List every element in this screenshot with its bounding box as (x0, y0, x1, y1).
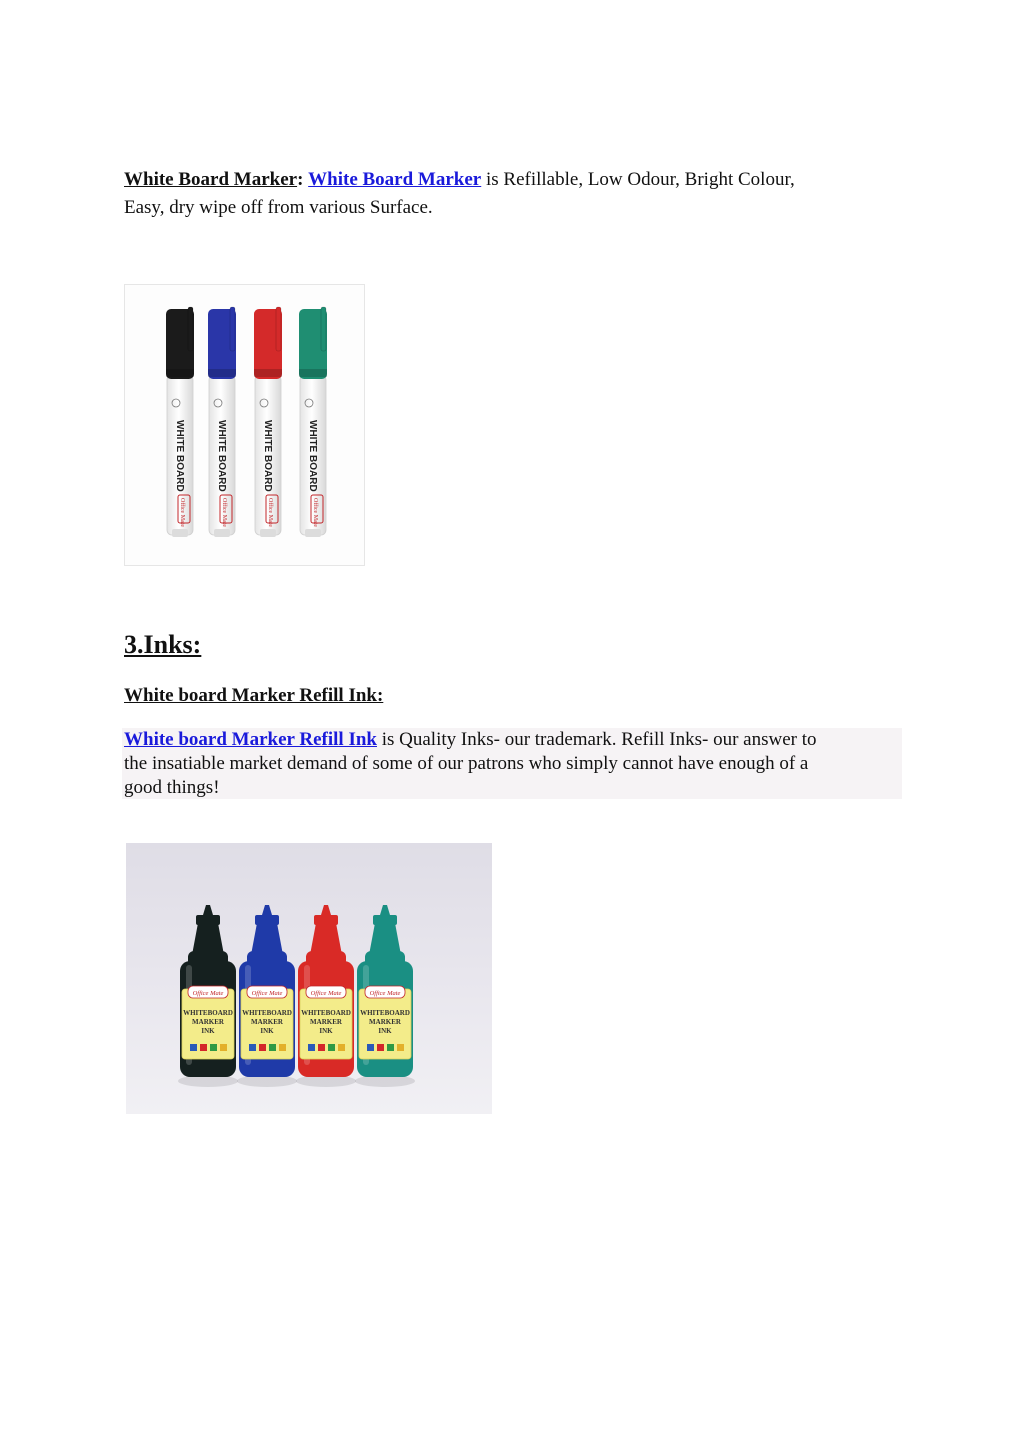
svg-text:MARKER: MARKER (310, 1018, 342, 1026)
marker-label: White Board Marker (124, 169, 298, 190)
svg-text:WHITEBOARD: WHITEBOARD (183, 1009, 233, 1017)
marker-desc-line2: Easy, dry wipe off from various Surface. (124, 197, 433, 218)
svg-text:WHITEBOARD: WHITEBOARD (360, 1009, 410, 1017)
svg-text:WHITE BOARD: WHITE BOARD (262, 420, 273, 492)
inks-subheading: White board Marker Refill Ink: (124, 685, 384, 706)
svg-text:WHITE BOARD: WHITE BOARD (307, 420, 318, 492)
svg-text:Office Mate: Office Mate (192, 990, 224, 997)
svg-text:Office Mate: Office Mate (369, 990, 401, 997)
svg-text:MARKER: MARKER (192, 1018, 224, 1026)
inks-desc-line1: is Quality Inks- our trademark. Refill Inks- our answer to (376, 729, 817, 750)
svg-text:WHITE BOARD: WHITE BOARD (174, 420, 185, 492)
svg-text:INK: INK (260, 1027, 274, 1035)
svg-text:WHITE BOARD: WHITE BOARD (216, 420, 227, 492)
marker-paragraph (124, 166, 904, 222)
svg-text:WHITEBOARD: WHITEBOARD (301, 1009, 351, 1017)
svg-text:Office Mate: Office Mate (312, 498, 318, 528)
ink-bottle (237, 905, 297, 1087)
marker-illustration (125, 285, 364, 565)
svg-text:WHITEBOARD: WHITEBOARD (242, 1009, 292, 1017)
ink-image (126, 843, 492, 1114)
svg-text:MARKER: MARKER (251, 1018, 283, 1026)
svg-text:Office Mate: Office Mate (251, 990, 283, 997)
ink-bottle (355, 905, 415, 1087)
marker-desc-line1: is Refillable, Low Odour, Bright Colour, (481, 169, 795, 190)
marker-pen (166, 307, 194, 537)
svg-text:INK: INK (201, 1027, 215, 1035)
marker-pen (299, 307, 327, 537)
ink-bottle (178, 905, 238, 1087)
svg-text:Office Mate: Office Mate (221, 498, 227, 528)
ink-bottle (296, 905, 356, 1087)
svg-text:Office Mate: Office Mate (267, 498, 273, 528)
svg-text:INK: INK (378, 1027, 392, 1035)
ink-illustration (126, 843, 492, 1114)
inks-heading: 3.Inks: (124, 630, 202, 659)
marker-pen (208, 307, 236, 537)
marker-colon: : (297, 169, 304, 190)
inks-highlight-block (122, 728, 902, 799)
marker-pen (254, 307, 282, 537)
svg-text:Office Mate: Office Mate (310, 990, 342, 997)
inks-desc-line3: good things! (124, 777, 220, 798)
inks-desc-line2: the insatiable market demand of some of our patrons who simply cannot have enough of a (124, 753, 809, 774)
marker-link[interactable]: White Board Marker (308, 169, 482, 190)
svg-text:INK: INK (319, 1027, 333, 1035)
svg-text:MARKER: MARKER (369, 1018, 401, 1026)
svg-text:Office Mate: Office Mate (179, 498, 185, 528)
inks-link[interactable]: White board Marker Refill Ink (124, 729, 377, 750)
marker-image (124, 284, 365, 566)
